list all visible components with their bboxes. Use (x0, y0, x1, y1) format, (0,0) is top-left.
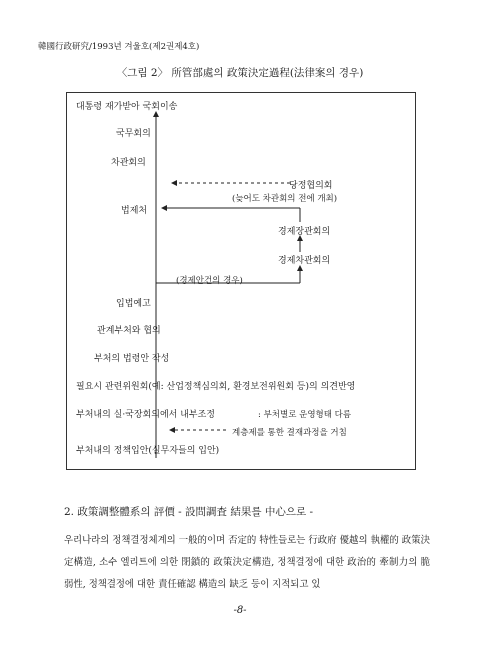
note-internal-review: : 부처별로 운영형태 다름 (258, 410, 352, 420)
node-interministry-consult: 관계부처와 협의 (97, 326, 161, 336)
node-econ-ministers-meeting: 경제장관회의 (278, 227, 331, 237)
node-draft-bill: 부처의 법령안 작성 (94, 354, 170, 364)
page-number: -8- (233, 605, 247, 616)
section-heading: 2. 政策調整體系의 評價 - 設問調査 結果를 中心으로 - (64, 506, 314, 518)
body-paragraph: 우리나라의 정책결정체계의 一般的이며 否定的 特性들로는 行政府 優越의 執權的 政策決定構造, 소수 엘리트에 의한 閉鎖的 政策決定構造, 정책결정에 대한 政治的 牽制力의 脆弱性, 정책결정에 대한 責任確認 構造의 缺乏 등이 지적되고 있 (64, 535, 430, 590)
node-econ-vice-ministers-meeting: 경제차관회의 (278, 256, 331, 266)
node-ministry-proposal: 부처내의 정책입안(실무자들의 입안) (76, 446, 220, 456)
running-header: 韓國行政研究/1993년 겨울호(제2권제4호) (38, 42, 200, 52)
node-vice-ministers-meeting: 차관회의 (111, 158, 146, 168)
node-party-gov-meeting: 당정협의회 (289, 181, 333, 191)
node-legislative-notice: 입법예고 (116, 299, 151, 309)
node-internal-review: 부처내의 실·국장회의에서 내부조정 (76, 410, 215, 420)
node-legislation-office: 법제처 (121, 206, 148, 216)
note-party-gov-timing: (늦어도 차관회의 전에 개최) (232, 194, 338, 204)
note-econ-item: (경제안건의 경우) (176, 276, 243, 286)
note-approval-process: 계층제를 통한 결재과정을 거침 (232, 428, 347, 438)
node-committees: 필요시 관련위원회(예: 산업정책심의회, 환경보전위원회 등)의 의견반영 (76, 382, 356, 392)
node-president-approval: 대통령 재가받아 국회이송 (76, 102, 178, 112)
node-cabinet-meeting: 국무회의 (116, 129, 151, 139)
figure-caption: 〈그림 2〉 所管部處의 政策決定過程(法律案의 경우) (116, 67, 364, 79)
